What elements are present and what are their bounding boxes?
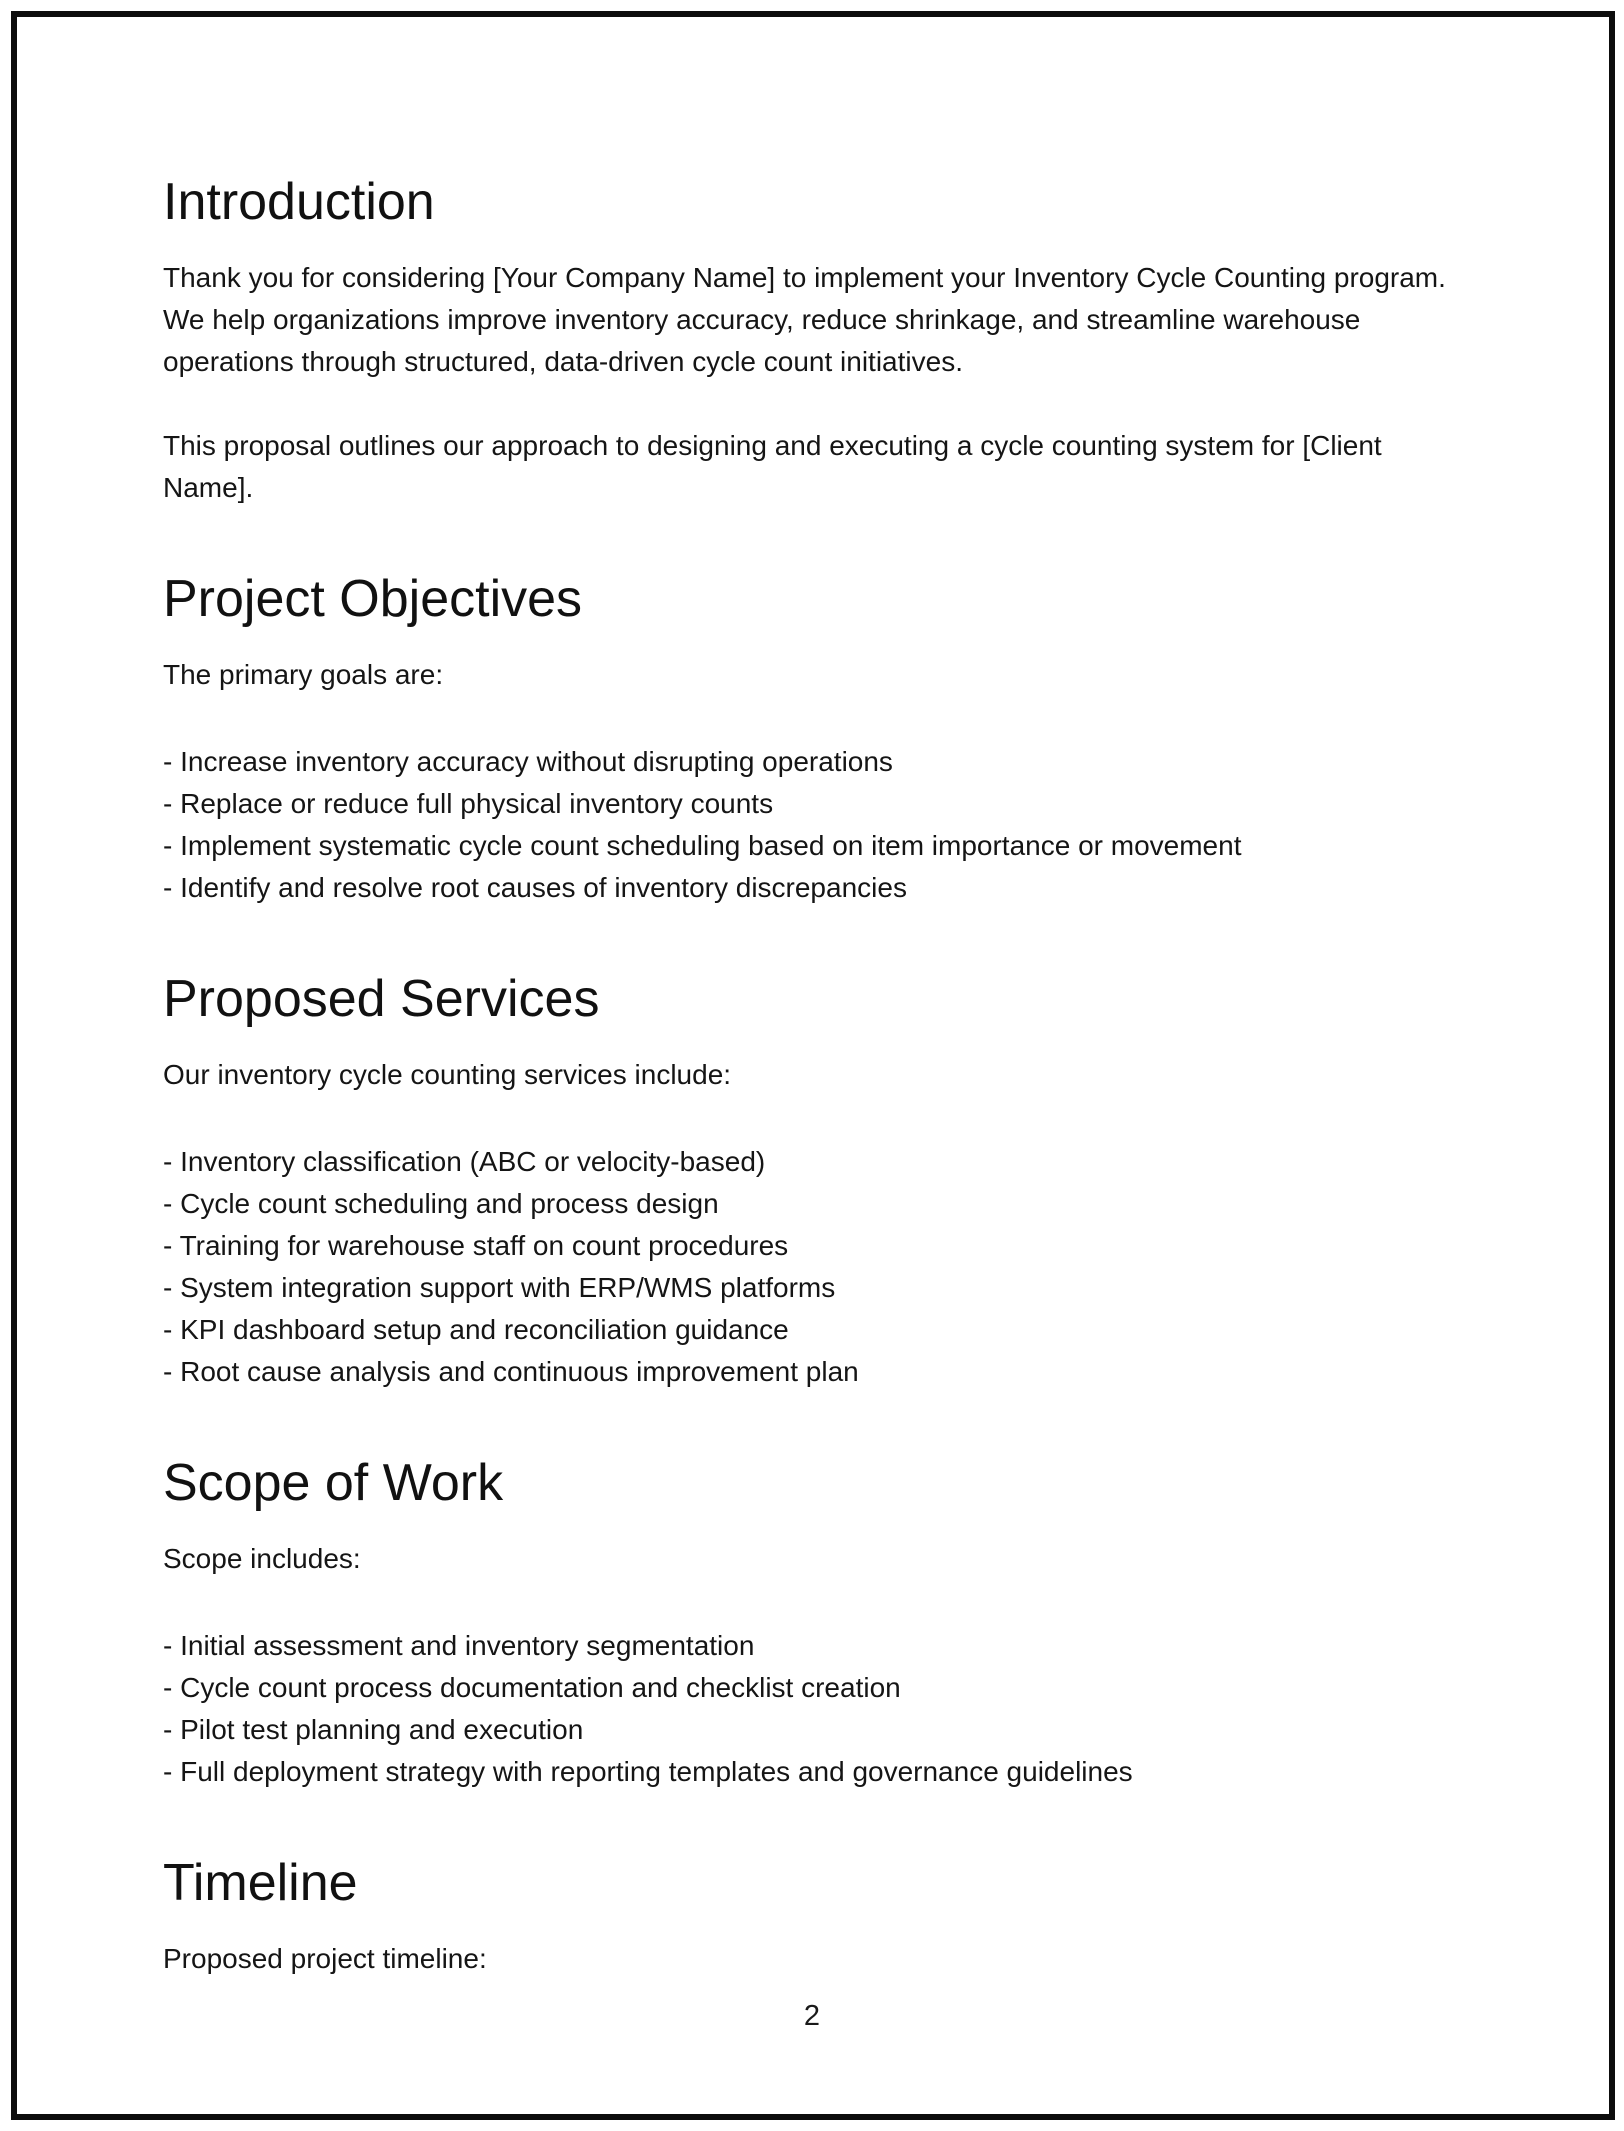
list-item: - Pilot test planning and execution — [163, 1714, 584, 1745]
page-footer — [0, 1995, 1624, 2037]
section-heading-proposed-services: Proposed Services — [163, 970, 600, 1028]
paragraph-line: operations through structured, data-driven cycle count initiatives. — [163, 346, 963, 377]
list-item: - Root cause analysis and continuous improvement plan — [163, 1356, 859, 1387]
section-heading-project-objectives: Project Objectives — [163, 570, 583, 628]
list-item: - Implement systematic cycle count scheduling based on item importance or movement — [163, 830, 1242, 861]
section-lead — [163, 1938, 1463, 1980]
paragraph-line: Our inventory cycle counting services include: — [163, 1059, 732, 1090]
section-heading-scope-of-work: Scope of Work — [163, 1454, 504, 1512]
list-item: - Increase inventory accuracy without disrupting operations — [163, 746, 893, 777]
paragraph-line: Scope includes: — [163, 1543, 361, 1574]
section-lead — [163, 654, 1463, 696]
page-content — [163, 122, 1463, 2025]
services-list — [163, 1141, 1463, 1393]
list-item: - Cycle count scheduling and process design — [163, 1188, 719, 1219]
section-lead — [163, 1054, 1463, 1096]
list-item: - Initial assessment and inventory segmentation — [163, 1630, 755, 1661]
intro-paragraph-1 — [163, 257, 1463, 383]
list-item: - KPI dashboard setup and reconciliation guidance — [163, 1314, 789, 1345]
paragraph-line: This proposal outlines our approach to designing and executing a cycle counting system for [Client — [163, 430, 1382, 461]
list-item: - System integration support with ERP/WMS platforms — [163, 1272, 836, 1303]
section-heading-introduction: Introduction — [163, 173, 435, 231]
section-lead — [163, 1538, 1463, 1580]
paragraph-line: We help organizations improve inventory accuracy, reduce shrinkage, and streamline warehouse — [163, 304, 1361, 335]
section-heading-timeline: Timeline — [163, 1854, 358, 1912]
list-item: - Identify and resolve root causes of inventory discrepancies — [163, 872, 907, 903]
intro-paragraph-2 — [163, 425, 1463, 509]
list-item: - Training for warehouse staff on count procedures — [163, 1230, 789, 1261]
list-item: - Replace or reduce full physical inventory counts — [163, 788, 774, 819]
paragraph-line: Thank you for considering [Your Company Name] to implement your Inventory Cycle Counting program. — [163, 262, 1446, 293]
page-number: 2 — [803, 2000, 821, 2032]
list-item: - Inventory classification (ABC or velocity-based) — [163, 1146, 766, 1177]
paragraph-line: Proposed project timeline: — [163, 1943, 487, 1974]
list-item: - Full deployment strategy with reporting templates and governance guidelines — [163, 1756, 1133, 1787]
objectives-list — [163, 741, 1463, 909]
scope-list — [163, 1625, 1463, 1793]
list-item: - Cycle count process documentation and checklist creation — [163, 1672, 901, 1703]
paragraph-line: The primary goals are: — [163, 659, 444, 690]
paragraph-line: Name]. — [163, 472, 254, 503]
